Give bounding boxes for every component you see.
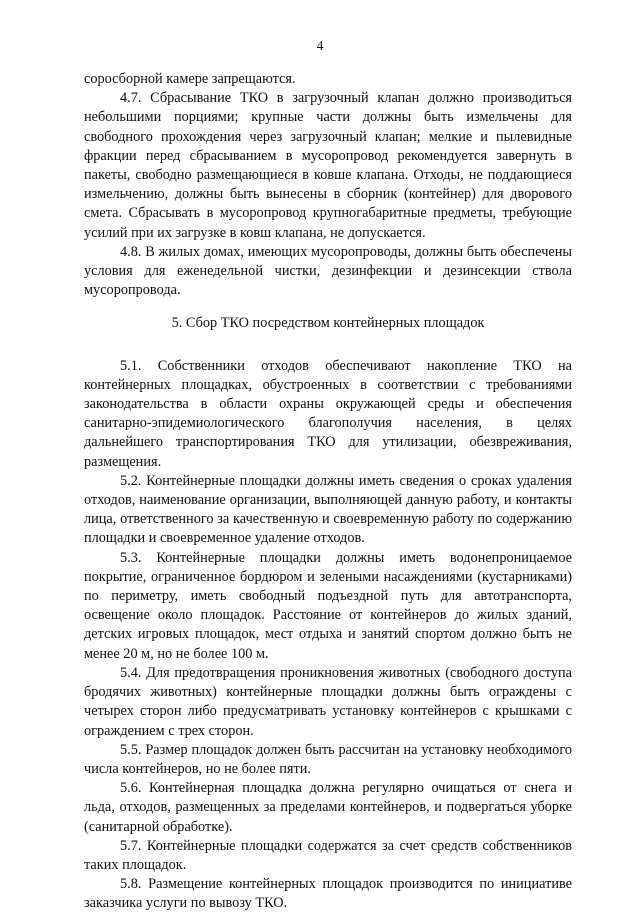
paragraph-4-7: 4.7. Сбрасывание ТКО в загрузочный клапан должно производиться небольшими порциями; крупные части должны быть измельчены для свободного прохождения через загрузочный клапан; мелкие и пылевидные фракции перед сбрасыванием в мусоропровод рекомендуется завернуть в пакеты, свободно размещающиеся в ковше клапана. Отходы, не поддающиеся измельчению, должны быть вынесены в сборник (контейнер) для дворового смета. Сбрасывать в мусоропровод крупногабаритные предметы, требующие усилий при их загрузке в ковш клапана, не допускается. bbox=[84, 90, 572, 241]
paragraph-4-8: 4.8. В жилых домах, имеющих мусоропроводы, должны быть обеспечены условия для еженедельной чистки, дезинфекции и дезинсекции ствола мусоропровода. bbox=[84, 243, 572, 299]
paragraph-5-3: 5.3. Контейнерные площадки должны иметь водонепроницаемое покрытие, ограниченное бордюром и зелеными насаждениями (кустарниками) по периметру, иметь свободный подъездной путь для автотранспорта, освещение около площадок. Расстояние от контейнеров до жилых зданий, детских игровых площадок, мест отдыха и занятий спортом должно быть не менее 20 м, но не более 100 м. bbox=[84, 549, 572, 662]
page-number: 4 bbox=[316, 38, 324, 53]
paragraph-5-7: 5.7. Контейнерные площадки содержатся за счет средств собственников таких площадок. bbox=[84, 837, 572, 873]
document-body bbox=[84, 70, 572, 914]
paragraph-5-4: 5.4. Для предотвращения проникновения животных (свободного доступа бродячих животных) контейнерные площадки должны быть ограждены с четырех сторон либо предусматривать установку контейнеров с крышками с ограждением с трех сторон. bbox=[84, 664, 572, 739]
paragraph-5-2: 5.2. Контейнерные площадки должны иметь сведения о сроках удаления отходов, наименование организации, выполняющей данную работу, и контакты лица, ответственного за качественную и своевременную работу по содержанию площадки и своевременное удаление отходов. bbox=[84, 472, 572, 547]
section-5-heading: 5. Сбор ТКО посредством контейнерных площадок bbox=[171, 315, 485, 332]
paragraph-5-1: 5.1. Собственники отходов обеспечивают накопление ТКО на контейнерных площадках, обустроенных в соответствии с требованиями законодательства в области охраны окружающей среды и обеспечения санитарно-эпидемиологического благополучия населения, в целях дальнейшего транспортирования ТКО для утилизации, обезвреживания, размещения. bbox=[84, 357, 572, 470]
paragraph-continuation: соросборной камере запрещаются. bbox=[84, 71, 296, 87]
paragraph-5-6: 5.6. Контейнерная площадка должна регулярно очищаться от снега и льда, отходов, размещенных за пределами контейнеров, и подвергаться уборке (санитарной обработке). bbox=[84, 780, 572, 835]
paragraph-5-8: 5.8. Размещение контейнерных площадок производится по инициативе заказчика услуги по вывозу ТКО. bbox=[84, 876, 572, 912]
paragraph-5-5: 5.5. Размер площадок должен быть рассчитан на установку необходимого числа контейнеров, но не более пяти. bbox=[84, 741, 572, 777]
